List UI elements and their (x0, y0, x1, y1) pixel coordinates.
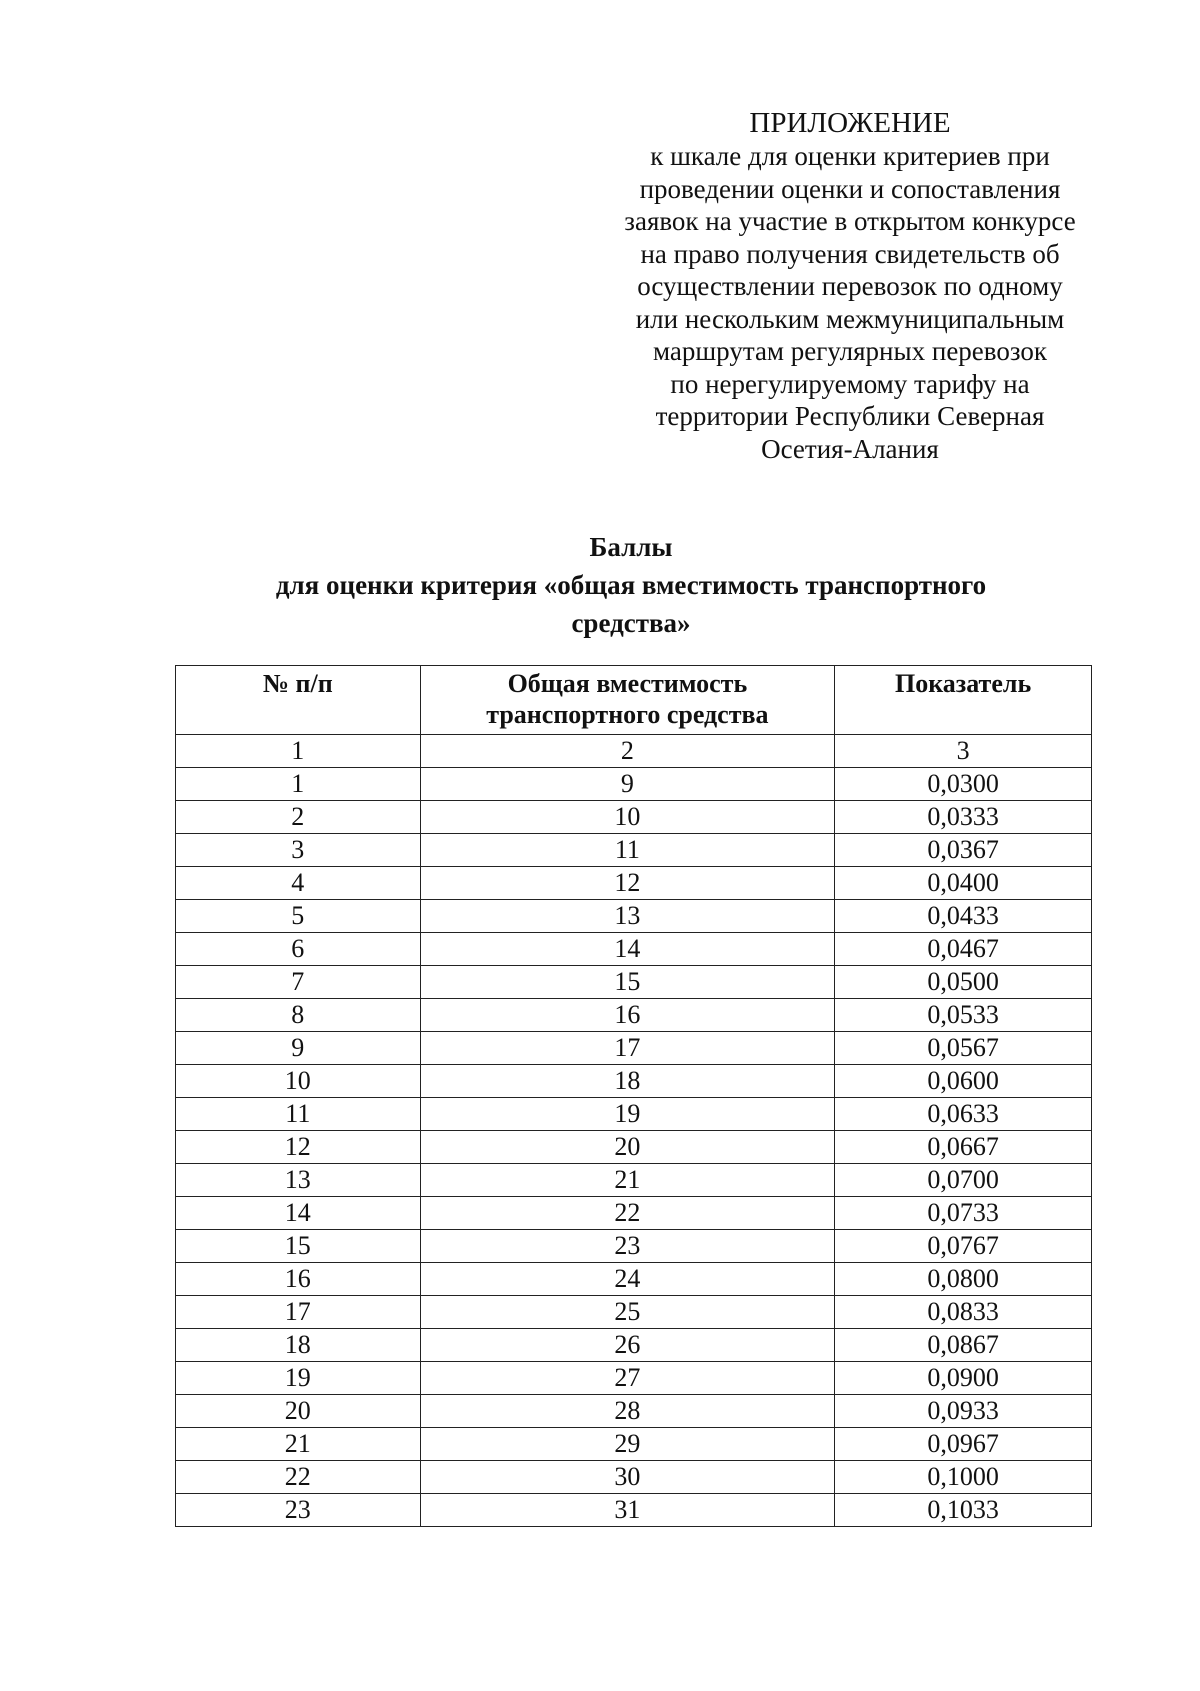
table-row (176, 768, 1092, 801)
cell-number: 13 (176, 1164, 421, 1197)
cell-number: 4 (176, 867, 421, 900)
cell-indicator: 0,0500 (835, 966, 1092, 999)
cell-number: 9 (176, 1032, 421, 1065)
cell-capacity: 31 (420, 1494, 835, 1527)
header-number: № п/п (176, 666, 421, 735)
appendix-line: заявок на участие в открытом конкурсе (624, 206, 1076, 236)
cell-capacity: 28 (420, 1395, 835, 1428)
cell-indicator: 0,0300 (835, 768, 1092, 801)
cell-capacity: 10 (420, 801, 835, 834)
appendix-line: по нерегулируемому тарифу на (670, 368, 1030, 399)
cell-number: 3 (176, 834, 421, 867)
table-row (176, 1494, 1092, 1527)
cell-capacity: 9 (420, 768, 835, 801)
table-row (176, 1032, 1092, 1065)
cell-number: 22 (176, 1461, 421, 1494)
cell-indicator: 0,0800 (835, 1263, 1092, 1296)
table-row (176, 966, 1092, 999)
appendix-line: территории Республики Северная (655, 401, 1045, 431)
header-indicator: Показатель (835, 666, 1092, 735)
cell-indicator: 0,0767 (835, 1230, 1092, 1263)
cell-capacity: 24 (420, 1263, 835, 1296)
appendix-heading: ПРИЛОЖЕНИЕ (749, 107, 951, 139)
cell-capacity: 30 (420, 1461, 835, 1494)
header-capacity: Общая вместимость транспортного средства (420, 666, 835, 735)
cell-capacity: 18 (420, 1065, 835, 1098)
appendix-line: к шкале для оценки критериев при (650, 141, 1050, 171)
cell-number: 18 (176, 1329, 421, 1362)
table-row (176, 1131, 1092, 1164)
cell-number: 5 (176, 900, 421, 933)
cell-indicator: 0,0600 (835, 1065, 1092, 1098)
cell-capacity: 16 (420, 999, 835, 1032)
table-row (176, 834, 1092, 867)
cell-capacity: 29 (420, 1428, 835, 1461)
cell-number: 23 (176, 1494, 421, 1527)
cell-number: 14 (176, 1197, 421, 1230)
scores-table (175, 665, 1092, 1527)
table-row (176, 1098, 1092, 1131)
title-line-1: Баллы (589, 532, 673, 562)
cell-number: 21 (176, 1428, 421, 1461)
cell-capacity: 14 (420, 933, 835, 966)
table-body (176, 735, 1092, 1527)
table-row (176, 900, 1092, 933)
cell-number: 2 (176, 801, 421, 834)
cell-number: 8 (176, 999, 421, 1032)
appendix-line: Осетия-Алания (761, 433, 939, 464)
cell-indicator: 0,0467 (835, 933, 1092, 966)
cell-indicator: 0,0633 (835, 1098, 1092, 1131)
cell-indicator: 0,0700 (835, 1164, 1092, 1197)
table-row (176, 1362, 1092, 1395)
table-row (176, 867, 1092, 900)
cell-number: 15 (176, 1230, 421, 1263)
column-numbers-row (176, 735, 1092, 768)
cell-indicator: 0,0367 (835, 834, 1092, 867)
cell-number: 20 (176, 1395, 421, 1428)
cell-indicator: 0,0400 (835, 867, 1092, 900)
cell-indicator: 0,0733 (835, 1197, 1092, 1230)
cell-capacity: 23 (420, 1230, 835, 1263)
cell-number: 19 (176, 1362, 421, 1395)
cell-indicator: 0,0867 (835, 1329, 1092, 1362)
cell-capacity: 25 (420, 1296, 835, 1329)
appendix-line: проведении оценки и сопоставления (639, 173, 1061, 204)
cell-capacity: 26 (420, 1329, 835, 1362)
appendix-line: осуществлении перевозок по одному (637, 271, 1063, 301)
cell-indicator: 0,0833 (835, 1296, 1092, 1329)
cell-capacity: 19 (420, 1098, 835, 1131)
cell-capacity: 11 (420, 834, 835, 867)
cell-indicator: 0,0433 (835, 900, 1092, 933)
cell-number: 16 (176, 1263, 421, 1296)
table-row (176, 1065, 1092, 1098)
appendix-block (600, 106, 1100, 465)
title-line-3: средства» (571, 608, 691, 638)
cell-capacity: 20 (420, 1131, 835, 1164)
table-row (176, 999, 1092, 1032)
appendix-line: на право получения свидетельств об (640, 238, 1060, 269)
cell-indicator: 0,0533 (835, 999, 1092, 1032)
cell-capacity: 21 (420, 1164, 835, 1197)
cell-indicator: 0,0333 (835, 801, 1092, 834)
title-line-2: для оценки критерия «общая вместимость транспортного (275, 570, 987, 600)
column-number-cell: 3 (835, 735, 1092, 768)
cell-number: 12 (176, 1131, 421, 1164)
cell-indicator: 0,0967 (835, 1428, 1092, 1461)
appendix-line: маршрутам регулярных перевозок (653, 336, 1047, 366)
column-number-cell: 1 (176, 735, 421, 768)
cell-number: 17 (176, 1296, 421, 1329)
table-row (176, 1263, 1092, 1296)
table-row (176, 933, 1092, 966)
cell-capacity: 15 (420, 966, 835, 999)
table-row (176, 1329, 1092, 1362)
cell-capacity: 22 (420, 1197, 835, 1230)
document-title (160, 528, 1102, 642)
table-row (176, 801, 1092, 834)
cell-indicator: 0,0667 (835, 1131, 1092, 1164)
cell-capacity: 12 (420, 867, 835, 900)
cell-number: 10 (176, 1065, 421, 1098)
cell-number: 6 (176, 933, 421, 966)
cell-capacity: 13 (420, 900, 835, 933)
cell-indicator: 0,1000 (835, 1461, 1092, 1494)
cell-indicator: 0,0567 (835, 1032, 1092, 1065)
table-row (176, 1428, 1092, 1461)
table-row (176, 1164, 1092, 1197)
table-row (176, 1197, 1092, 1230)
table-header-row (176, 666, 1092, 735)
cell-indicator: 0,1033 (835, 1494, 1092, 1527)
column-number-cell: 2 (420, 735, 835, 768)
cell-indicator: 0,0933 (835, 1395, 1092, 1428)
table-row (176, 1230, 1092, 1263)
table-row (176, 1296, 1092, 1329)
cell-number: 11 (176, 1098, 421, 1131)
table-row (176, 1461, 1092, 1494)
cell-number: 7 (176, 966, 421, 999)
cell-capacity: 17 (420, 1032, 835, 1065)
cell-capacity: 27 (420, 1362, 835, 1395)
cell-number: 1 (176, 768, 421, 801)
table-row (176, 1395, 1092, 1428)
cell-indicator: 0,0900 (835, 1362, 1092, 1395)
appendix-line: или нескольким межмуниципальным (635, 303, 1065, 334)
